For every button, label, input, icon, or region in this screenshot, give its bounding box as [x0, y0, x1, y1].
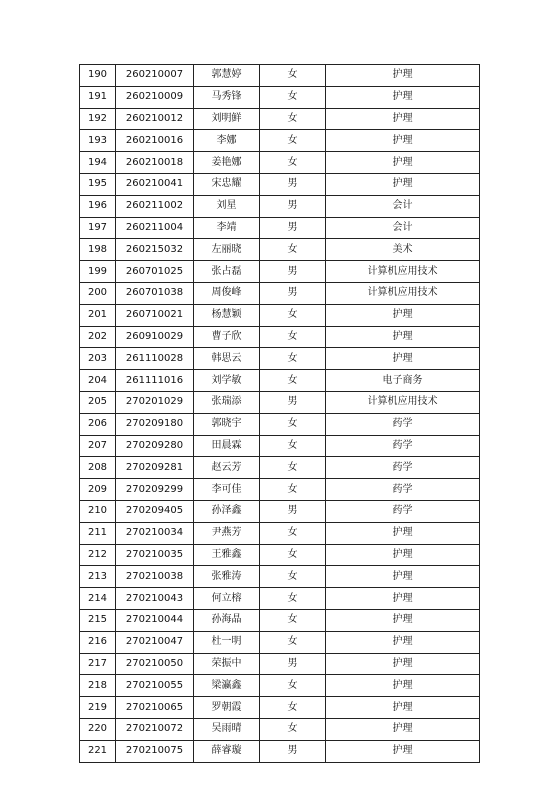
student-name-cell: 李靖: [194, 217, 260, 239]
table-row: [80, 653, 480, 675]
row-index-cell: 202: [80, 326, 116, 348]
student-name-cell: 何立榕: [194, 588, 260, 610]
student-name-cell: 周俊峰: [194, 282, 260, 304]
major-cell: 会计: [326, 217, 480, 239]
student-id-cell: 270210065: [116, 697, 194, 719]
major-cell: 护理: [326, 65, 480, 87]
table-row: [80, 152, 480, 174]
student-roster-table: [79, 64, 480, 763]
row-index-cell: 207: [80, 435, 116, 457]
table-row: [80, 609, 480, 631]
row-index-cell: 196: [80, 195, 116, 217]
table-row: [80, 391, 480, 413]
student-name-cell: 韩思云: [194, 348, 260, 370]
major-cell: 药学: [326, 413, 480, 435]
student-name-cell: 郭晓宇: [194, 413, 260, 435]
gender-cell: 女: [260, 588, 326, 610]
major-cell: 护理: [326, 304, 480, 326]
table-row: [80, 566, 480, 588]
gender-cell: 女: [260, 152, 326, 174]
gender-cell: 女: [260, 479, 326, 501]
row-index-cell: 190: [80, 65, 116, 87]
major-cell: 护理: [326, 152, 480, 174]
row-index-cell: 215: [80, 609, 116, 631]
row-index-cell: 218: [80, 675, 116, 697]
student-id-cell: 270210050: [116, 653, 194, 675]
student-name-cell: 张雅涛: [194, 566, 260, 588]
student-name-cell: 荣振中: [194, 653, 260, 675]
gender-cell: 女: [260, 304, 326, 326]
gender-cell: 女: [260, 326, 326, 348]
major-cell: 药学: [326, 457, 480, 479]
student-id-cell: 270209281: [116, 457, 194, 479]
major-cell: 护理: [326, 130, 480, 152]
gender-cell: 女: [260, 609, 326, 631]
student-name-cell: 杨慧颖: [194, 304, 260, 326]
student-id-cell: 260211004: [116, 217, 194, 239]
table-row: [80, 304, 480, 326]
student-id-cell: 270201029: [116, 391, 194, 413]
student-name-cell: 孙海晶: [194, 609, 260, 631]
student-name-cell: 刘学敏: [194, 370, 260, 392]
table-row: [80, 195, 480, 217]
row-index-cell: 192: [80, 108, 116, 130]
student-id-cell: 270210044: [116, 609, 194, 631]
student-id-cell: 270210075: [116, 740, 194, 762]
major-cell: 护理: [326, 609, 480, 631]
table-row: [80, 675, 480, 697]
table-row: [80, 86, 480, 108]
table-row: [80, 173, 480, 195]
student-id-cell: 270209299: [116, 479, 194, 501]
table-row: [80, 697, 480, 719]
row-index-cell: 213: [80, 566, 116, 588]
student-name-cell: 左丽晓: [194, 239, 260, 261]
major-cell: 护理: [326, 108, 480, 130]
row-index-cell: 199: [80, 261, 116, 283]
gender-cell: 女: [260, 675, 326, 697]
row-index-cell: 204: [80, 370, 116, 392]
table-row: [80, 740, 480, 762]
row-index-cell: 216: [80, 631, 116, 653]
row-index-cell: 214: [80, 588, 116, 610]
row-index-cell: 206: [80, 413, 116, 435]
row-index-cell: 203: [80, 348, 116, 370]
major-cell: 美术: [326, 239, 480, 261]
major-cell: 护理: [326, 653, 480, 675]
major-cell: 护理: [326, 522, 480, 544]
gender-cell: 女: [260, 544, 326, 566]
student-name-cell: 罗朝霞: [194, 697, 260, 719]
student-id-cell: 260210012: [116, 108, 194, 130]
gender-cell: 男: [260, 173, 326, 195]
student-name-cell: 赵云芳: [194, 457, 260, 479]
student-name-cell: 张瑞添: [194, 391, 260, 413]
major-cell: 护理: [326, 588, 480, 610]
student-id-cell: 270210035: [116, 544, 194, 566]
gender-cell: 女: [260, 108, 326, 130]
row-index-cell: 217: [80, 653, 116, 675]
row-index-cell: 211: [80, 522, 116, 544]
student-id-cell: 270209405: [116, 500, 194, 522]
row-index-cell: 198: [80, 239, 116, 261]
student-name-cell: 孙泽鑫: [194, 500, 260, 522]
gender-cell: 女: [260, 86, 326, 108]
student-name-cell: 尹燕芳: [194, 522, 260, 544]
table-row: [80, 65, 480, 87]
table-row: [80, 544, 480, 566]
gender-cell: 女: [260, 697, 326, 719]
student-id-cell: 270210047: [116, 631, 194, 653]
table-row: [80, 130, 480, 152]
major-cell: 护理: [326, 740, 480, 762]
table-row: [80, 261, 480, 283]
gender-cell: 女: [260, 435, 326, 457]
student-id-cell: 260710021: [116, 304, 194, 326]
row-index-cell: 221: [80, 740, 116, 762]
student-id-cell: 270210038: [116, 566, 194, 588]
major-cell: 护理: [326, 566, 480, 588]
student-id-cell: 260210009: [116, 86, 194, 108]
student-id-cell: 270209180: [116, 413, 194, 435]
row-index-cell: 219: [80, 697, 116, 719]
row-index-cell: 200: [80, 282, 116, 304]
student-name-cell: 薛睿璇: [194, 740, 260, 762]
major-cell: 护理: [326, 718, 480, 740]
student-id-cell: 270210072: [116, 718, 194, 740]
major-cell: 电子商务: [326, 370, 480, 392]
student-id-cell: 260211002: [116, 195, 194, 217]
row-index-cell: 194: [80, 152, 116, 174]
student-id-cell: 260701025: [116, 261, 194, 283]
table-row: [80, 413, 480, 435]
table-row: [80, 370, 480, 392]
student-id-cell: 270210043: [116, 588, 194, 610]
student-name-cell: 田晨霖: [194, 435, 260, 457]
gender-cell: 男: [260, 653, 326, 675]
major-cell: 护理: [326, 675, 480, 697]
major-cell: 护理: [326, 697, 480, 719]
table-row: [80, 282, 480, 304]
major-cell: 护理: [326, 173, 480, 195]
major-cell: 药学: [326, 435, 480, 457]
table-row: [80, 217, 480, 239]
row-index-cell: 191: [80, 86, 116, 108]
student-id-cell: 260215032: [116, 239, 194, 261]
row-index-cell: 210: [80, 500, 116, 522]
table-row: [80, 239, 480, 261]
table-row: [80, 588, 480, 610]
student-id-cell: 270209280: [116, 435, 194, 457]
gender-cell: 男: [260, 500, 326, 522]
table-row: [80, 718, 480, 740]
student-name-cell: 姜艳娜: [194, 152, 260, 174]
major-cell: 护理: [326, 86, 480, 108]
student-name-cell: 曹子欣: [194, 326, 260, 348]
student-id-cell: 270210055: [116, 675, 194, 697]
student-name-cell: 刘星: [194, 195, 260, 217]
student-name-cell: 张占磊: [194, 261, 260, 283]
student-id-cell: 260910029: [116, 326, 194, 348]
gender-cell: 男: [260, 391, 326, 413]
roster-body: [80, 65, 480, 763]
major-cell: 护理: [326, 544, 480, 566]
gender-cell: 男: [260, 195, 326, 217]
gender-cell: 女: [260, 65, 326, 87]
gender-cell: 男: [260, 740, 326, 762]
table-row: [80, 457, 480, 479]
major-cell: 护理: [326, 326, 480, 348]
gender-cell: 女: [260, 566, 326, 588]
student-id-cell: 260210018: [116, 152, 194, 174]
student-id-cell: 260210041: [116, 173, 194, 195]
gender-cell: 男: [260, 217, 326, 239]
gender-cell: 女: [260, 130, 326, 152]
student-name-cell: 刘明鲜: [194, 108, 260, 130]
student-name-cell: 王雅鑫: [194, 544, 260, 566]
major-cell: 计算机应用技术: [326, 282, 480, 304]
student-name-cell: 梁瀛鑫: [194, 675, 260, 697]
row-index-cell: 197: [80, 217, 116, 239]
row-index-cell: 209: [80, 479, 116, 501]
student-name-cell: 李可佳: [194, 479, 260, 501]
gender-cell: 女: [260, 413, 326, 435]
row-index-cell: 208: [80, 457, 116, 479]
student-name-cell: 马秀锋: [194, 86, 260, 108]
gender-cell: 女: [260, 348, 326, 370]
major-cell: 药学: [326, 479, 480, 501]
student-id-cell: 261110028: [116, 348, 194, 370]
gender-cell: 女: [260, 239, 326, 261]
student-name-cell: 郭慧婷: [194, 65, 260, 87]
gender-cell: 女: [260, 631, 326, 653]
table-row: [80, 435, 480, 457]
gender-cell: 男: [260, 261, 326, 283]
table-row: [80, 631, 480, 653]
row-index-cell: 201: [80, 304, 116, 326]
row-index-cell: 220: [80, 718, 116, 740]
table-row: [80, 108, 480, 130]
gender-cell: 男: [260, 282, 326, 304]
major-cell: 会计: [326, 195, 480, 217]
student-id-cell: 260701038: [116, 282, 194, 304]
table-row: [80, 479, 480, 501]
gender-cell: 女: [260, 718, 326, 740]
student-name-cell: 李娜: [194, 130, 260, 152]
student-name-cell: 杜一明: [194, 631, 260, 653]
table-row: [80, 522, 480, 544]
student-id-cell: 260210007: [116, 65, 194, 87]
gender-cell: 女: [260, 457, 326, 479]
row-index-cell: 212: [80, 544, 116, 566]
row-index-cell: 195: [80, 173, 116, 195]
student-id-cell: 260210016: [116, 130, 194, 152]
gender-cell: 女: [260, 522, 326, 544]
major-cell: 计算机应用技术: [326, 261, 480, 283]
major-cell: 护理: [326, 631, 480, 653]
row-index-cell: 205: [80, 391, 116, 413]
major-cell: 药学: [326, 500, 480, 522]
row-index-cell: 193: [80, 130, 116, 152]
major-cell: 护理: [326, 348, 480, 370]
student-name-cell: 宋忠耀: [194, 173, 260, 195]
student-id-cell: 261111016: [116, 370, 194, 392]
table-row: [80, 348, 480, 370]
student-name-cell: 吴雨晴: [194, 718, 260, 740]
student-id-cell: 270210034: [116, 522, 194, 544]
major-cell: 计算机应用技术: [326, 391, 480, 413]
gender-cell: 女: [260, 370, 326, 392]
table-row: [80, 326, 480, 348]
table-row: [80, 500, 480, 522]
